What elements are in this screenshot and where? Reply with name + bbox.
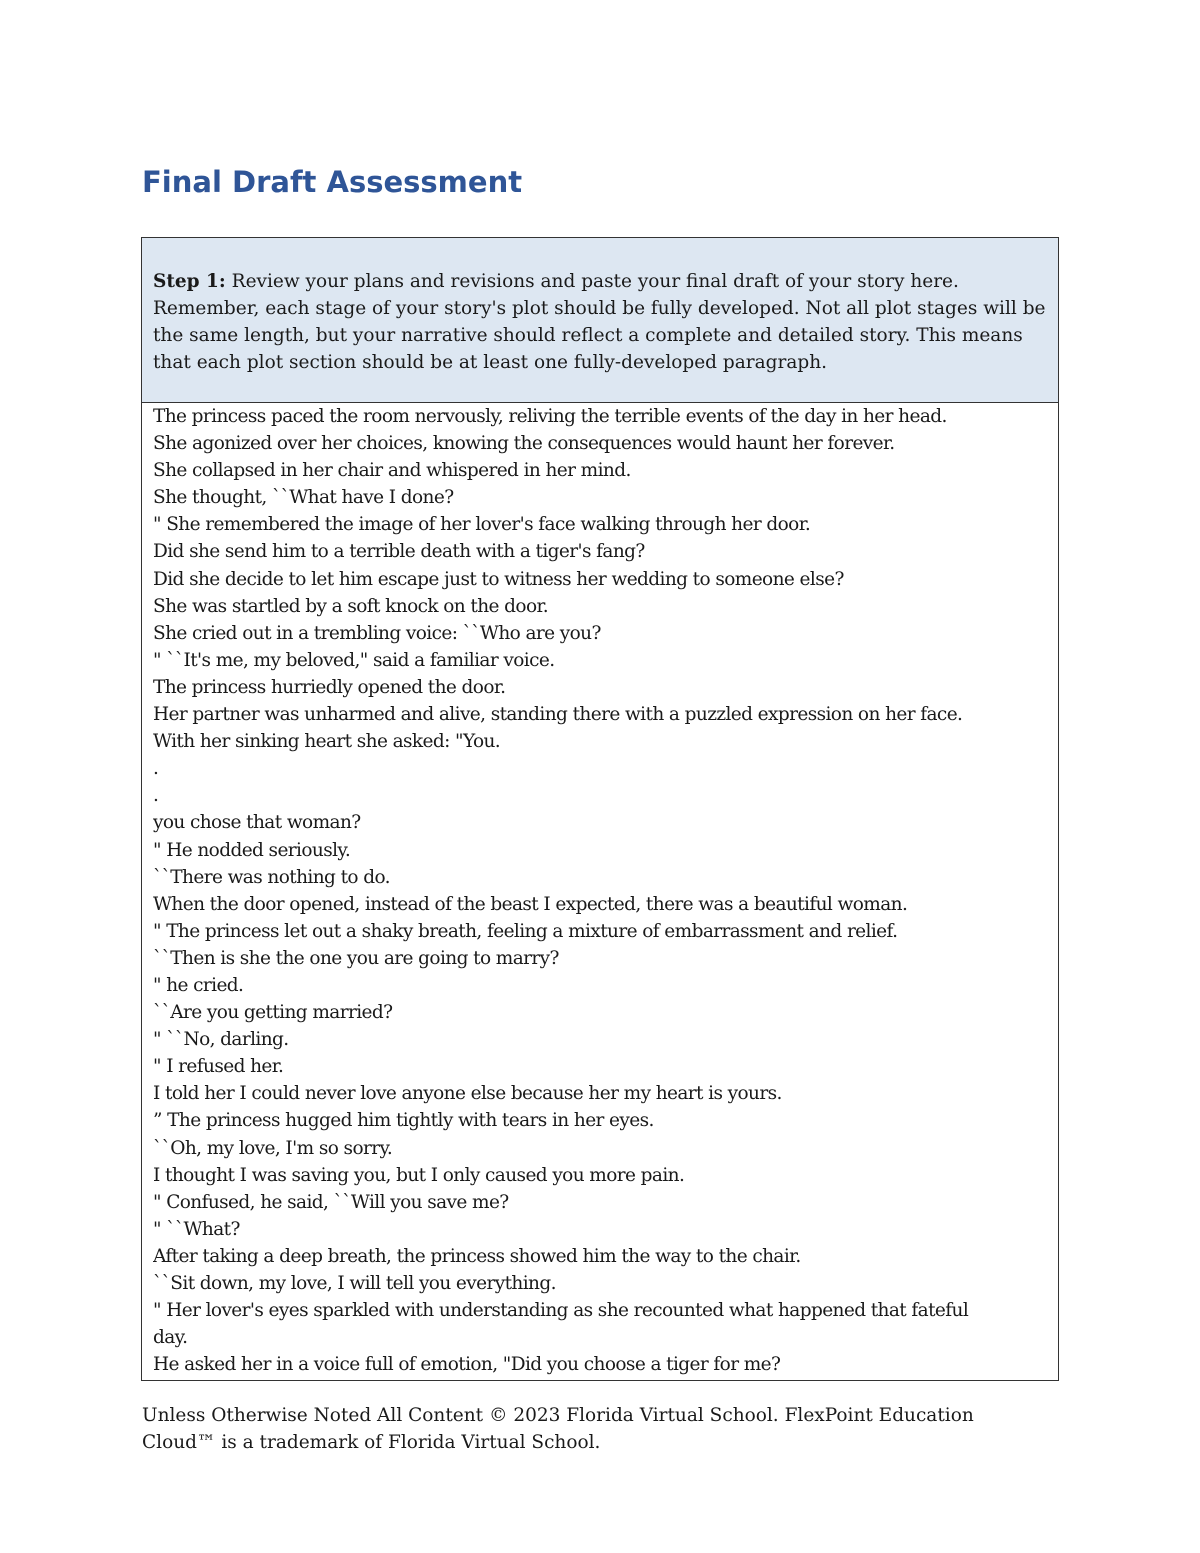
story-line: " Confused, he said, ``Will you save me? (153, 1191, 509, 1213)
step-label: Step 1: (153, 271, 226, 292)
story-line: ``Then is she the one you are going to marry? (153, 947, 559, 969)
story-line: She cried out in a trembling voice: ``Who are you? (153, 622, 601, 644)
story-line: day. (153, 1327, 188, 1349)
story-line: After taking a deep breath, the princess showed him the way to the chair. (153, 1245, 801, 1267)
story-line: " ``It's me, my beloved," said a familiar voice. (153, 649, 555, 671)
story-line: When the door opened, instead of the beast I expected, there was a beautiful woman. (153, 893, 908, 915)
story-line: ” The princess hugged him tightly with tears in her eyes. (153, 1110, 654, 1132)
story-line: . (153, 758, 159, 780)
story-line: Her partner was unharmed and alive, standing there with a puzzled expression on her face. (153, 704, 963, 726)
story-line: The princess paced the room nervously, reliving the terrible events of the day in her head. (153, 406, 947, 427)
story-line: you chose that woman? (153, 812, 361, 834)
assessment-table (141, 237, 1059, 1381)
story-line: ``There was nothing to do. (153, 866, 390, 888)
story-line: He asked her in a voice full of emotion, "Did you choose a tiger for me? (153, 1354, 781, 1376)
instructions-cell (142, 238, 1058, 403)
story-line: She thought, ``What have I done? (153, 487, 454, 509)
story-line: " The princess let out a shaky breath, feeling a mixture of embarrassment and relief. (153, 920, 898, 942)
story-line: " She remembered the image of her lover's face walking through her door. (153, 514, 811, 536)
story-line: Did she send him to a terrible death with a tiger's fang? (153, 541, 645, 563)
story-line: She agonized over her choices, knowing the consequences would haunt her forever. (153, 433, 895, 455)
story-line: The princess hurriedly opened the door. (153, 676, 506, 698)
story-line: ``Are you getting married? (153, 1002, 393, 1024)
story-line: I told her I could never love anyone else because her my heart is yours. (153, 1083, 782, 1105)
story-line: . (153, 785, 159, 807)
story-line: " ``No, darling. (153, 1029, 289, 1051)
story-line: " He nodded seriously. (153, 839, 351, 861)
instructions-text: Review your plans and revisions and paste your final draft of your story here. Remember, each stage of your story's plot should be fully developed. Not all plot stages will be the same length, but your narrative should reflect a complete and detailed story. This means that each plot section should be at least one fully-developed paragraph. (153, 271, 1046, 373)
page-title: Final Draft Assessment (142, 165, 523, 199)
story-line: She was startled by a soft knock on the door. (153, 595, 548, 617)
story-line: Did she decide to let him escape just to witness her wedding to someone else? (153, 568, 844, 590)
story-line: " Her lover's eyes sparkled with understanding as she recounted what happened that fateful (153, 1300, 969, 1322)
story-line: " ``What? (153, 1218, 240, 1240)
story-line: With her sinking heart she asked: "You. (153, 731, 501, 753)
story-line: She collapsed in her chair and whispered in her mind. (153, 460, 631, 482)
story-line: ``Oh, my love, I'm so sorry. (153, 1137, 393, 1159)
story-text-area[interactable] (142, 403, 1058, 1380)
story-line: " I refused her. (153, 1056, 284, 1078)
story-line: I thought I was saving you, but I only caused you more pain. (153, 1164, 685, 1186)
story-line: ``Sit down, my love, I will tell you everything. (153, 1273, 556, 1294)
copyright-footer: Unless Otherwise Noted All Content © 2023 Florida Virtual School. FlexPoint Education Cloud™ is a trademark of Florida Virtual School. (142, 1405, 974, 1453)
story-line: " he cried. (153, 974, 244, 996)
